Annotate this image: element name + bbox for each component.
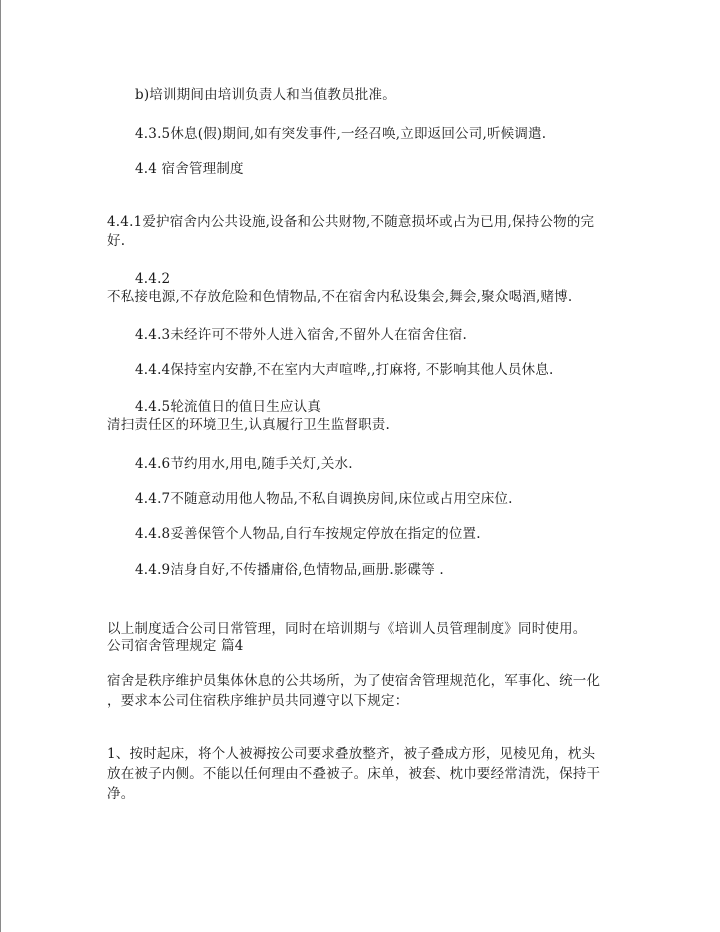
- text-line-4-4-8: 4.4.8妥善保管个人物品,自行车按规定停放在指定的位置.: [135, 526, 481, 542]
- text-line-4-4-4: 4.4.4保持室内安静,不在室内大声喧哗,,打麻将, 不影响其他人员休息.: [135, 362, 554, 378]
- text-line-intro-cont: ，要求本公司住宿秩序维护员共同遵守以下规定：: [107, 693, 409, 709]
- text-line-4-4-9: 4.4.9洁身自好,不传播庸俗,色情物品,画册.影碟等 .: [135, 562, 444, 578]
- text-line-4-4-5: 4.4.5轮流值日的值日生应认真: [135, 399, 322, 415]
- text-line-rule-1: 1、按时起床，将个人被褥按公司要求叠放整齐，被子叠成方形，见棱见角，枕头: [107, 746, 596, 762]
- page-border: [0, 0, 1, 932]
- text-line-4-4-1-cont: 好.: [107, 233, 126, 249]
- text-line-intro: 宿舍是秩序维护员集体休息的公共场所，为了使宿舍管理规范化，军事化、统一化: [107, 673, 601, 689]
- text-line-summary: 以上制度适合公司日常管理，同时在培训期与《培训人员管理制度》同时使用。: [107, 621, 587, 637]
- text-line-4-4-1: 4.4.1爱护宿舍内公共设施,设备和公共财物,不随意损坏或占为已用,保持公物的完: [107, 214, 595, 230]
- text-line-b-training-approval: b)培训期间由培训负责人和当值教员批准。: [135, 87, 396, 103]
- text-line-4-3-5: 4.3.5休息(假)期间,如有突发事件,一经召唤,立即返回公司,听候调遣.: [135, 126, 547, 142]
- text-line-rule-1-end: 净。: [107, 786, 135, 802]
- text-line-4-4-2-number: 4.4.2: [135, 271, 171, 287]
- text-line-4-4-2: 不私接电源,不存放危险和色情物品,不在宿舍内私设集会,舞会,聚众喝酒,赌博.: [107, 289, 573, 305]
- text-line-rule-1-cont: 放在被子内侧。不能以任何理由不叠被子。床单，被套、枕巾要经常清洗，保持干: [107, 766, 601, 782]
- text-line-4-4-6: 4.4.6节约用水,用电,随手关灯,关水.: [135, 456, 353, 472]
- text-line-4-4-3: 4.4.3未经许可不带外人进入宿舍,不留外人在宿舍住宿.: [135, 327, 468, 343]
- section-heading-part-4: 公司宿舍管理规定 篇4: [107, 638, 244, 654]
- text-line-4-4-7: 4.4.7不随意动用他人物品,不私自调换房间,床位或占用空床位.: [135, 491, 513, 507]
- section-heading-4-4: 4.4 宿舍管理制度: [135, 161, 244, 177]
- text-line-4-4-5-cont: 清扫责任区的环境卫生,认真履行卫生监督职责.: [107, 417, 390, 433]
